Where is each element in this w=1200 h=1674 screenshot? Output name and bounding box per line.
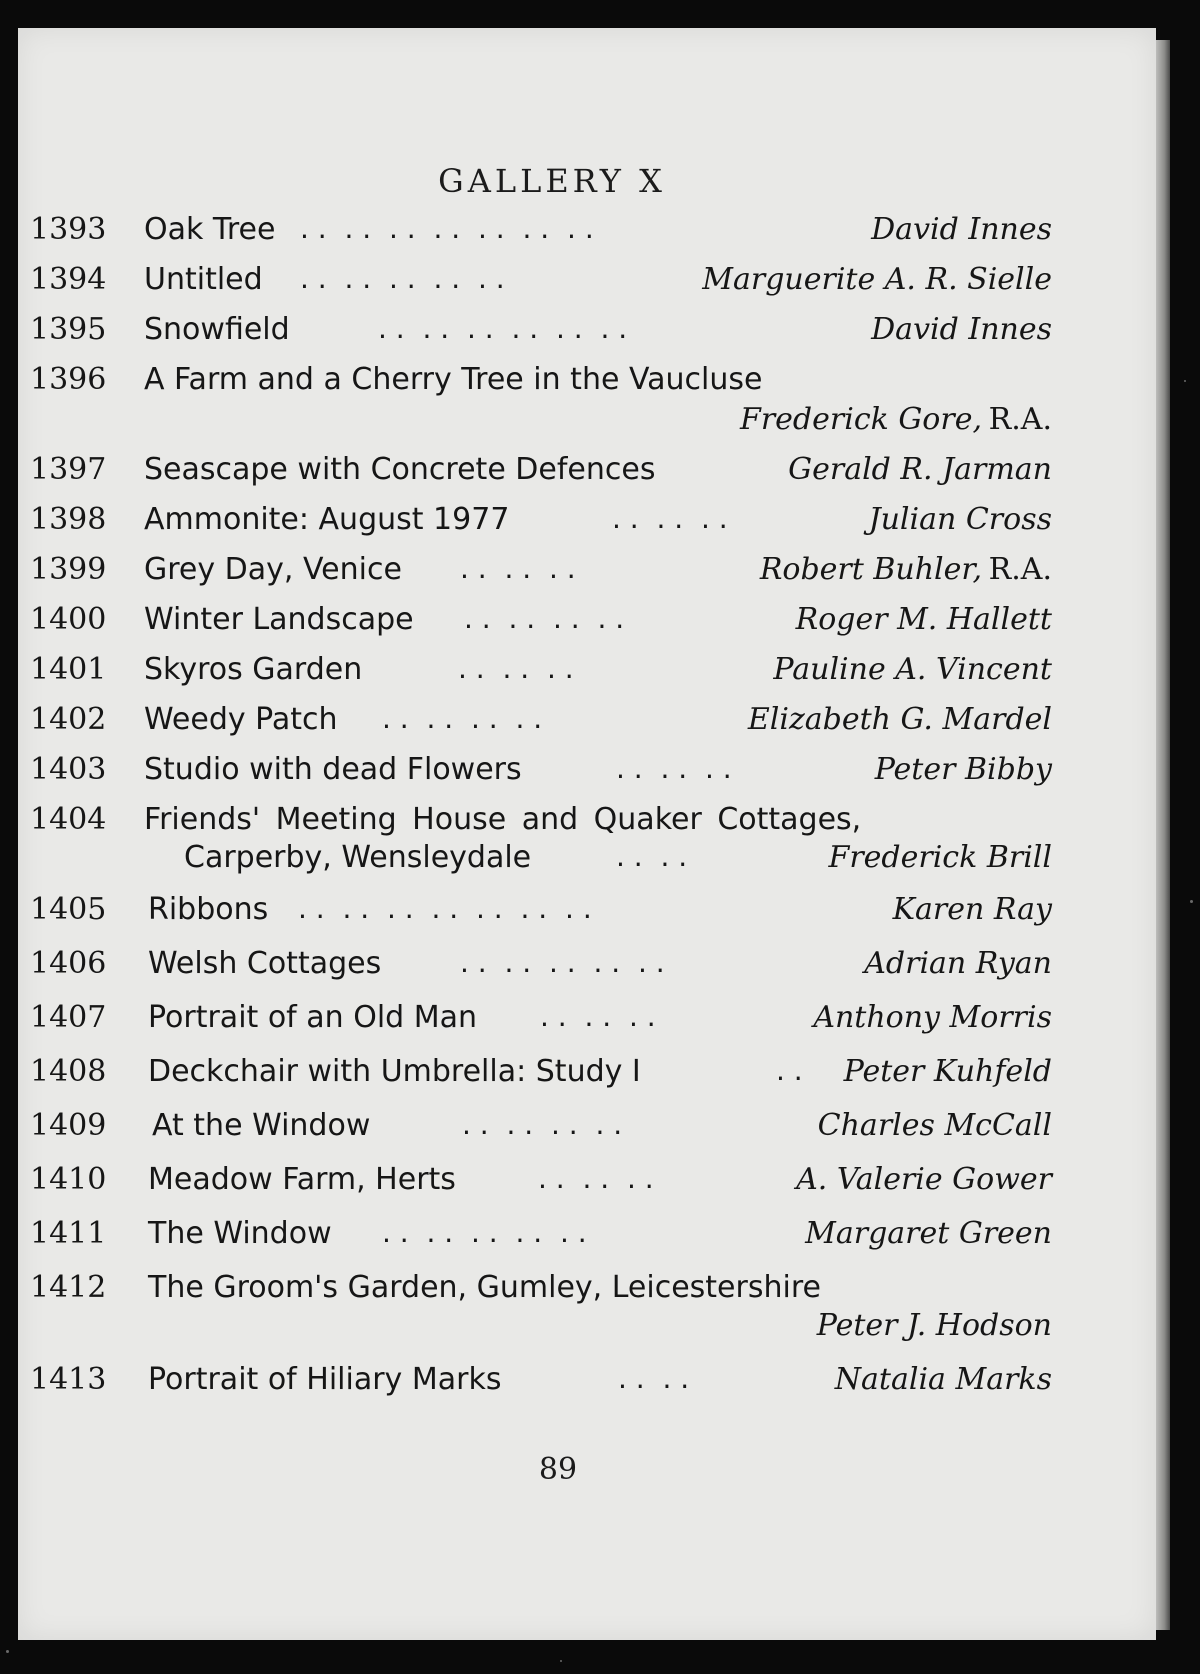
dust-speck	[560, 1660, 562, 1662]
entry-title: Ammonite: August 1977	[144, 502, 510, 537]
catalogue-entry	[18, 1054, 1156, 1104]
entry-number: 1395	[30, 312, 107, 347]
artist-name: Julian Cross	[868, 502, 1052, 537]
artist-name: Anthony Morris	[813, 1000, 1052, 1035]
catalogue-entry	[18, 452, 1156, 502]
entry-number: 1397	[30, 452, 107, 487]
entry-number: 1412	[30, 1270, 107, 1305]
entry-title: Grey Day, Venice	[144, 552, 402, 587]
catalogue-entry	[18, 602, 1156, 652]
entry-title: Portrait of Hiliary Marks	[148, 1362, 502, 1397]
dot-leader: . . . . . . . . . . . .	[378, 312, 628, 345]
entry-number: 1402	[30, 702, 107, 737]
entry-number: 1410	[30, 1162, 107, 1197]
dust-speck	[1190, 900, 1193, 903]
dot-leader: . .	[776, 1054, 803, 1087]
entry-title-continued: Carperby, Wensleydale	[184, 840, 532, 875]
catalogue-entry	[18, 652, 1156, 702]
artist-name: Marguerite A. R. Sielle	[702, 262, 1052, 297]
entry-title: Untitled	[144, 262, 263, 297]
entry-number: 1403	[30, 752, 107, 787]
dot-leader: . . . . . .	[540, 1000, 656, 1033]
gallery-heading: GALLERY X	[438, 162, 666, 200]
catalogue-entry	[18, 1162, 1156, 1212]
catalogue-entry	[18, 1000, 1156, 1050]
catalogue-entry	[18, 1270, 1156, 1360]
catalogue-entry	[18, 1216, 1156, 1266]
entry-number: 1393	[30, 212, 107, 247]
catalogue-entry	[18, 262, 1156, 312]
entry-title: At the Window	[152, 1108, 371, 1143]
dust-speck	[6, 1650, 9, 1653]
artist-name: Peter J. Hodson	[816, 1308, 1052, 1343]
page-number: 89	[538, 1452, 578, 1487]
artist-name: Frederick Brill	[828, 840, 1052, 875]
entry-number: 1398	[30, 502, 107, 537]
dot-leader: . . . . . . . . . .	[460, 946, 665, 979]
catalogue-entry	[18, 802, 1156, 892]
dot-leader: . . . . . . . . . .	[300, 262, 505, 295]
artist-name: Roger M. Hallett	[795, 602, 1052, 637]
artist-name: Peter Kuhfeld	[843, 1054, 1052, 1089]
artist-name: Robert Buhler,	[759, 552, 982, 587]
entry-number: 1394	[30, 262, 107, 297]
catalogue-page	[18, 28, 1156, 1640]
artist-name: Elizabeth G. Mardel	[747, 702, 1052, 737]
entry-title: Ribbons	[148, 892, 269, 927]
dot-leader: . . . .	[618, 1362, 690, 1395]
entry-number: 1408	[30, 1054, 107, 1089]
entry-title: Snowfield	[144, 312, 290, 347]
catalogue-entry	[18, 362, 1156, 452]
entry-title: A Farm and a Cherry Tree in the Vaucluse	[144, 362, 763, 397]
dot-leader: . . . . . . . . . . . . . .	[300, 212, 594, 245]
entry-title: The Window	[148, 1216, 332, 1251]
entry-title: The Groom's Garden, Gumley, Leicestershire	[148, 1270, 821, 1305]
catalogue-entry	[18, 946, 1156, 996]
catalogue-entry	[18, 1362, 1156, 1412]
catalogue-entry	[18, 1108, 1156, 1158]
artist-name: Adrian Ryan	[864, 946, 1052, 981]
artist-name: A. Valerie Gower	[796, 1162, 1052, 1197]
entry-number: 1405	[30, 892, 107, 927]
catalogue-entry	[18, 892, 1156, 942]
entry-title: Weedy Patch	[144, 702, 338, 737]
catalogue-entry	[18, 702, 1156, 752]
artist-name: Margaret Green	[805, 1216, 1052, 1251]
dot-leader: . . . . . . . .	[382, 702, 543, 735]
artist-name: David Innes	[871, 312, 1052, 347]
entry-number: 1413	[30, 1362, 107, 1397]
artist-name: Natalia Marks	[834, 1362, 1052, 1397]
dot-leader: . . . . . .	[612, 502, 728, 535]
artist-name: Peter Bibby	[874, 752, 1052, 787]
catalogue-entry	[18, 312, 1156, 362]
artist-name: Charles McCall	[817, 1108, 1052, 1143]
catalogue-entry	[18, 552, 1156, 602]
entry-number: 1400	[30, 602, 107, 637]
artist-name: Karen Ray	[892, 892, 1052, 927]
artist-name: Pauline A. Vincent	[773, 652, 1052, 687]
entry-title: Oak Tree	[144, 212, 276, 247]
artist-name: David Innes	[871, 212, 1052, 247]
page-edge	[1156, 40, 1170, 1630]
entry-number: 1409	[30, 1108, 107, 1143]
dot-leader: . . . . . .	[458, 652, 574, 685]
entry-number: 1399	[30, 552, 107, 587]
entry-number: 1396	[30, 362, 107, 397]
entry-number: 1407	[30, 1000, 107, 1035]
entry-number: 1404	[30, 802, 107, 837]
dot-leader: . . . . . . . .	[464, 602, 625, 635]
entry-number: 1411	[30, 1216, 107, 1251]
dot-leader: . . . . . .	[538, 1162, 654, 1195]
entry-title: Portrait of an Old Man	[148, 1000, 478, 1035]
entry-number: 1406	[30, 946, 107, 981]
catalogue-entry	[18, 502, 1156, 552]
entry-title: Deckchair with Umbrella: Study I	[148, 1054, 641, 1089]
dot-leader: . . . .	[616, 840, 688, 873]
entry-title: Skyros Garden	[144, 652, 363, 687]
dot-leader: . . . . . . . . . .	[382, 1216, 587, 1249]
entry-title: Friends' Meeting House and Quaker Cottages,	[144, 802, 862, 837]
catalogue-entry	[18, 212, 1156, 262]
dot-leader: . . . . . .	[616, 752, 732, 785]
dot-leader: . . . . . .	[460, 552, 576, 585]
artist-name: Gerald R. Jarman	[788, 452, 1052, 487]
entry-title: Winter Landscape	[144, 602, 414, 637]
dot-leader: . . . . . . . . . . . . . .	[298, 892, 592, 925]
entry-title: Seascape with Concrete Defences	[144, 452, 656, 487]
artist-honour: R.A.	[988, 402, 1052, 437]
artist-honour: R.A.	[988, 552, 1052, 587]
entry-title: Meadow Farm, Herts	[148, 1162, 456, 1197]
dust-speck	[1184, 380, 1186, 382]
dot-leader: . . . . . . . .	[462, 1108, 623, 1141]
entry-title: Welsh Cottages	[148, 946, 382, 981]
entry-title: Studio with dead Flowers	[144, 752, 522, 787]
entry-number: 1401	[30, 652, 107, 687]
artist-name: Frederick Gore,	[740, 402, 982, 437]
catalogue-entry	[18, 752, 1156, 802]
